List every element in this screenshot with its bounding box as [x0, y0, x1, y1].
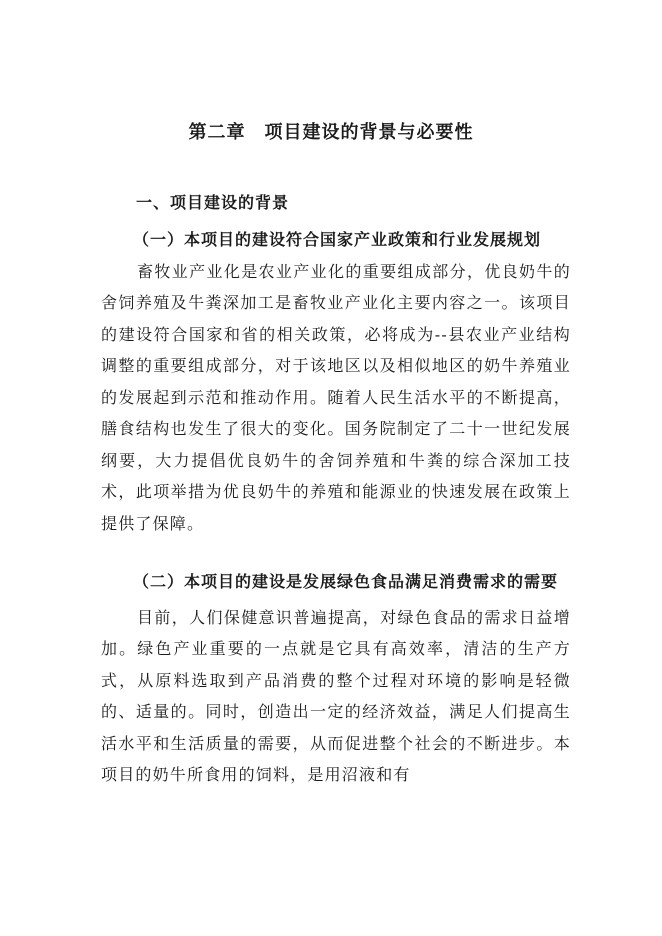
subsection-2-paragraph: 目前，人们保健意识普遍提高，对绿色食品的需求日益增加。绿色产业重要的一点就是它具有高效率，清洁的生产方式，从原料选取到产品消费的整个过程对环境的影响是轻微的、适量的。同时，创造出一定的经济效益，满足人们提高生活水平和生活质量的需要，从而促进整个社会的不断进步。本项目的奶牛所食用的饲料，是用沼液和有: [101, 607, 571, 784]
chapter-title: 第二章 项目建设的背景与必要性: [188, 122, 474, 143]
subsection-2: [101, 566, 571, 791]
subsection-1: [101, 224, 571, 539]
subsection-1-paragraph: 畜牧业产业化是农业产业化的重要组成部分，优良奶牛的舍饲养殖及牛粪深加工是畜牧业产业化主要内容之一。该项目的建设符合国家和省的相关政策，必将成为--县农业产业结构调整的重要组成部分，对于该地区以及相似地区的奶牛养殖业的发展起到示范和推动作用。随着人民生活水平的不断提高，膳食结构也发生了很大的变化。国务院制定了二十一世纪发展纲要，大力提倡优良奶牛的舍饲养殖和牛粪的综合深加工技术，此项举措为优良奶牛的养殖和能源业的快速发展在政策上提供了保障。: [101, 261, 571, 533]
subsection-2-heading: （二）本项目的建设是发展绿色食品满足消费需求的需要: [133, 572, 559, 591]
section-heading: 一、项目建设的背景: [136, 193, 290, 212]
subsection-1-heading: （一）本项目的建设符合国家产业政策和行业发展规划: [133, 230, 542, 249]
